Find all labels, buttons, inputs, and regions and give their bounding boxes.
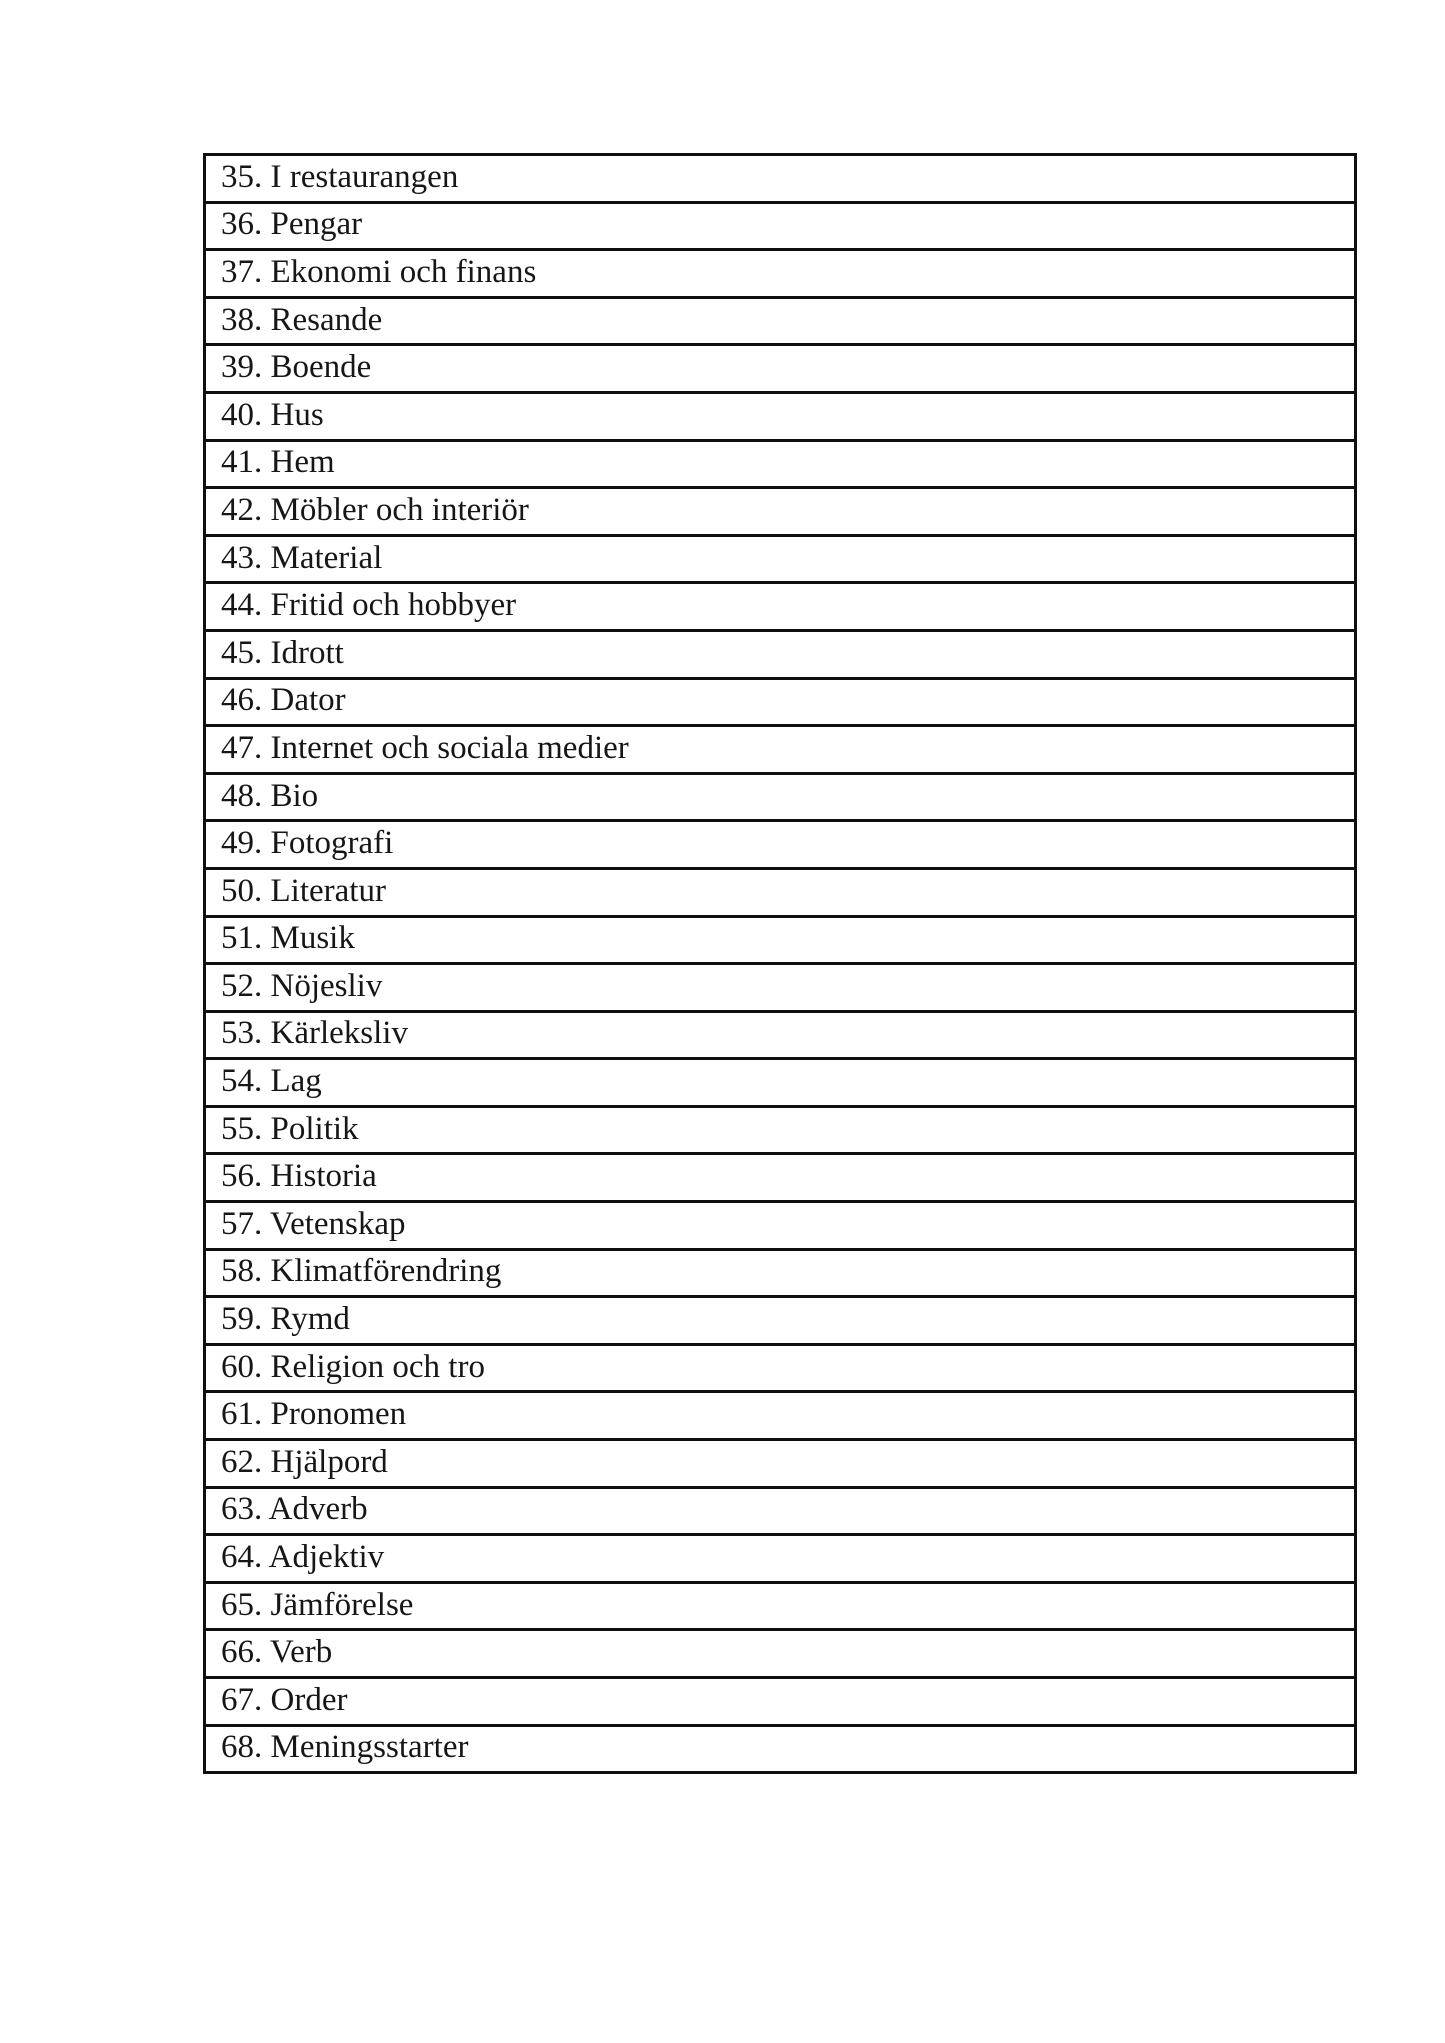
table-row (205, 773, 1356, 821)
table-row (205, 1011, 1356, 1059)
topic-cell: 58. Klimatförendring (205, 1249, 1356, 1297)
table-row (205, 1344, 1356, 1392)
topic-cell: 44. Fritid och hobbyer (205, 583, 1356, 631)
table-row (205, 1440, 1356, 1488)
table-row (205, 392, 1356, 440)
topic-cell: 49. Fotografi (205, 821, 1356, 869)
table-row (205, 488, 1356, 536)
topic-cell: 35. I restaurangen (205, 155, 1356, 203)
topic-cell: 60. Religion och tro (205, 1344, 1356, 1392)
topic-cell: 68. Meningsstarter (205, 1725, 1356, 1773)
table-row (205, 1487, 1356, 1535)
table-row (205, 535, 1356, 583)
contents-table (203, 153, 1357, 1774)
table-row (205, 583, 1356, 631)
topic-cell: 65. Jämförelse (205, 1582, 1356, 1630)
topic-cell: 40. Hus (205, 392, 1356, 440)
table-row (205, 1725, 1356, 1773)
table-row (205, 1297, 1356, 1345)
table-row (205, 630, 1356, 678)
topic-cell: 61. Pronomen (205, 1392, 1356, 1440)
topic-cell: 66. Verb (205, 1630, 1356, 1678)
table-row (205, 250, 1356, 298)
topic-cell: 45. Idrott (205, 630, 1356, 678)
topic-cell: 48. Bio (205, 773, 1356, 821)
table-row (205, 868, 1356, 916)
table-row (205, 297, 1356, 345)
table-row (205, 1535, 1356, 1583)
topic-cell: 62. Hjälpord (205, 1440, 1356, 1488)
topic-cell: 56. Historia (205, 1154, 1356, 1202)
topic-cell: 43. Material (205, 535, 1356, 583)
topic-cell: 64. Adjektiv (205, 1535, 1356, 1583)
table-row (205, 1582, 1356, 1630)
topic-cell: 38. Resande (205, 297, 1356, 345)
topic-cell: 55. Politik (205, 1106, 1356, 1154)
topic-cell: 53. Kärleksliv (205, 1011, 1356, 1059)
table-row (205, 916, 1356, 964)
table-row (205, 678, 1356, 726)
table-row (205, 440, 1356, 488)
topic-cell: 52. Nöjesliv (205, 964, 1356, 1012)
table-row (205, 1202, 1356, 1250)
contents-table-body (205, 155, 1356, 1773)
topic-cell: 36. Pengar (205, 202, 1356, 250)
table-row (205, 726, 1356, 774)
topic-cell: 37. Ekonomi och finans (205, 250, 1356, 298)
topic-cell: 57. Vetenskap (205, 1202, 1356, 1250)
topic-cell: 41. Hem (205, 440, 1356, 488)
table-row (205, 964, 1356, 1012)
topic-cell: 51. Musik (205, 916, 1356, 964)
table-row (205, 1249, 1356, 1297)
topic-cell: 50. Literatur (205, 868, 1356, 916)
table-row (205, 821, 1356, 869)
table-row (205, 1059, 1356, 1107)
table-row (205, 1630, 1356, 1678)
table-row (205, 1106, 1356, 1154)
topic-cell: 63. Adverb (205, 1487, 1356, 1535)
table-row (205, 345, 1356, 393)
topic-cell: 59. Rymd (205, 1297, 1356, 1345)
topic-cell: 54. Lag (205, 1059, 1356, 1107)
table-row (205, 202, 1356, 250)
table-row (205, 1678, 1356, 1726)
topic-cell: 47. Internet och sociala medier (205, 726, 1356, 774)
topic-cell: 67. Order (205, 1678, 1356, 1726)
topic-cell: 46. Dator (205, 678, 1356, 726)
table-row (205, 1392, 1356, 1440)
topic-cell: 42. Möbler och interiör (205, 488, 1356, 536)
table-row (205, 155, 1356, 203)
table-row (205, 1154, 1356, 1202)
topic-cell: 39. Boende (205, 345, 1356, 393)
